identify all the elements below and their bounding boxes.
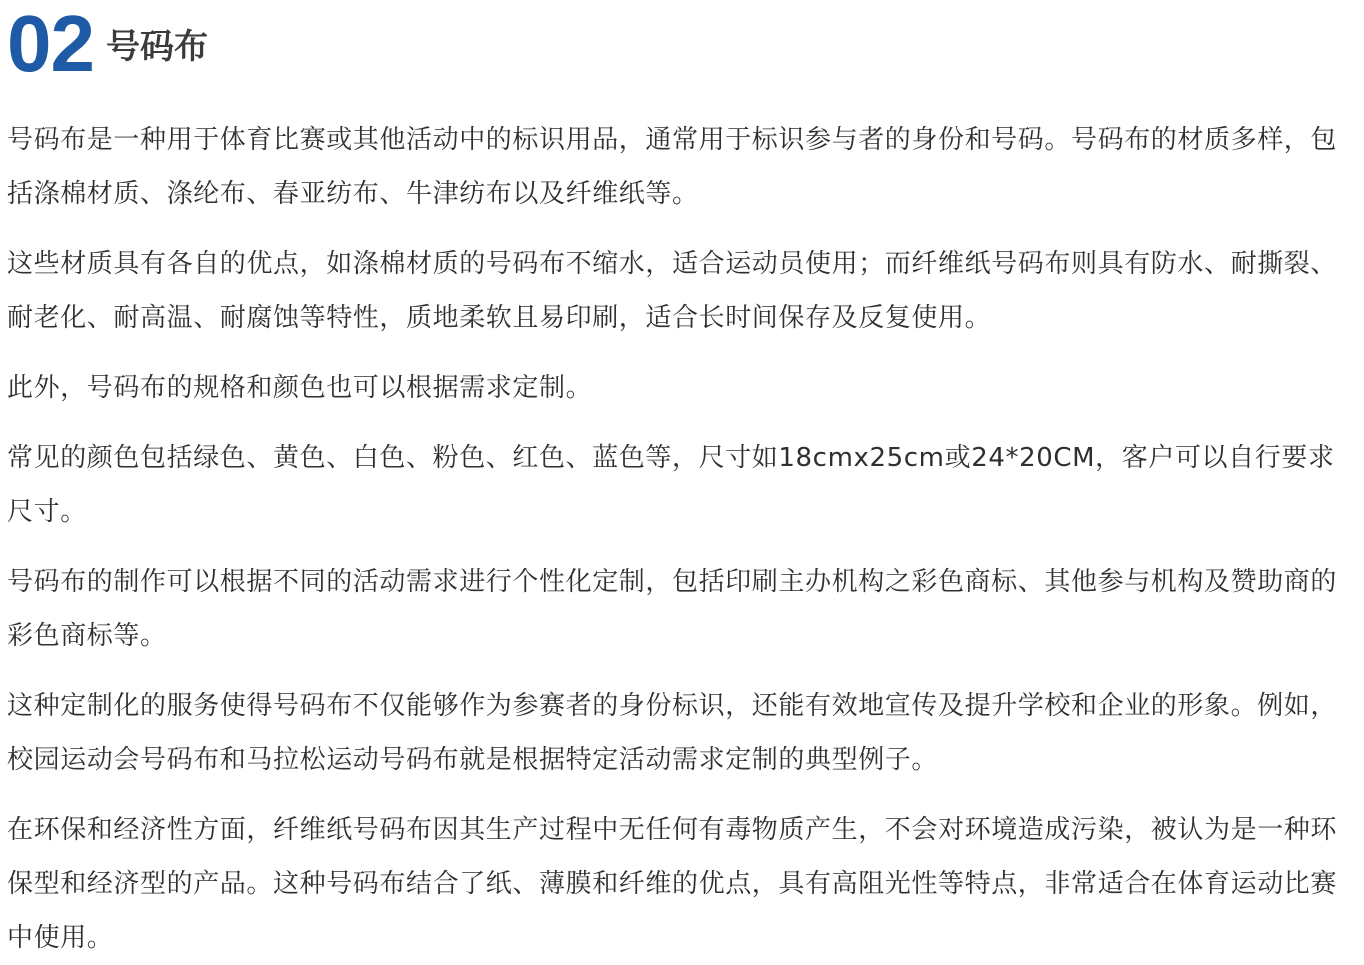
paragraph-7: 在环保和经济性方面，纤维纸号码布因其生产过程中无任何有毒物质产生，不会对环境造成污染，被认为是一种环保型和经济型的产品。这种号码布结合了纸、薄膜和纤维的优点，具有高阻光性等特点，非常适合在体育运动比赛中使用。	[7, 815, 1338, 953]
paragraph-6: 这种定制化的服务使得号码布不仅能够作为参赛者的身份标识，还能有效地宣传及提升学校和企业的形象。例如，校园运动会号码布和马拉松运动号码布就是根据特定活动需求定制的典型例子。	[7, 691, 1338, 775]
section-title: 号码布	[105, 27, 208, 67]
paragraph-2: 这些材质具有各自的优点，如涤棉材质的号码布不缩水，适合运动员使用；而纤维纸号码布则具有防水、耐撕裂、耐老化、耐高温、耐腐蚀等特性，质地柔软且易印刷，适合长时间保存及反复使用。	[7, 249, 1338, 333]
section-number: 02	[7, 0, 94, 88]
paragraph-4: 常见的颜色包括绿色、黄色、白色、粉色、红色、蓝色等，尺寸如18cmx25cm或24*20CM，客户可以自行要求尺寸。	[7, 443, 1335, 527]
paragraph-3: 此外，号码布的规格和颜色也可以根据需求定制。	[7, 373, 593, 403]
section-header	[7, 0, 1358, 88]
paragraph-1: 号码布是一种用于体育比赛或其他活动中的标识用品，通常用于标识参与者的身份和号码。号码布的材质多样，包括涤棉材质、涤纶布、春亚纺布、牛津纺布以及纤维纸等。	[7, 125, 1338, 209]
article-body	[7, 113, 1358, 965]
paragraph-5: 号码布的制作可以根据不同的活动需求进行个性化定制，包括印刷主办机构之彩色商标、其他参与机构及赞助商的彩色商标等。	[7, 567, 1338, 651]
